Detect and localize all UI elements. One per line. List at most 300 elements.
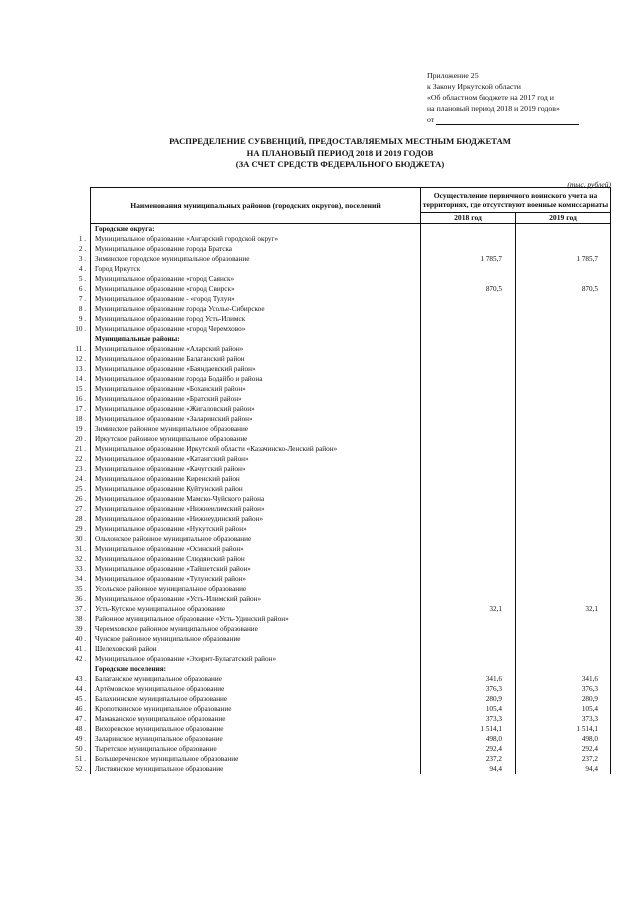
row-number-text: 18 <box>75 415 83 423</box>
row-number-dot: . <box>82 455 86 463</box>
cell-v2 <box>516 524 611 534</box>
row-number-dot: . <box>82 755 86 763</box>
title-line-3: (ЗА СЧЕТ СРЕДСТВ ФЕДЕРАЛЬНОГО БЮДЖЕТА) <box>235 159 445 169</box>
row-number-dot: . <box>82 365 86 373</box>
cell-name: Усть-Кутское муниципальное образование <box>91 604 421 614</box>
row-number <box>0 544 88 554</box>
row-number <box>0 724 88 734</box>
cell-v1 <box>421 354 516 364</box>
cell-v1 <box>421 404 516 414</box>
table-row <box>91 674 611 684</box>
cell-v2 <box>516 584 611 594</box>
cell-name: Тыретское муниципальное образование <box>91 744 421 754</box>
cell-v2: 498,0 <box>516 734 611 744</box>
table-row <box>91 434 611 444</box>
row-number-text: 21 <box>75 445 83 453</box>
cell-v2: 1 514,1 <box>516 724 611 734</box>
cell-name: Муниципальное образование город Усть-Илимск <box>91 314 421 324</box>
row-number-dot: . <box>82 495 86 503</box>
table-row <box>91 684 611 694</box>
cell-name: Муниципальное образование «Жигаловский район» <box>91 404 421 414</box>
cell-name: Вихоревское муниципальное образование <box>91 724 421 734</box>
cell-v1 <box>421 454 516 464</box>
row-number-text: 5 <box>78 275 83 283</box>
table-row <box>91 424 611 434</box>
table-row <box>91 444 611 454</box>
cell-v1: 292,4 <box>421 744 516 754</box>
cell-name: Иркутское районное муниципальное образование <box>91 434 421 444</box>
cell-v1 <box>421 554 516 564</box>
cell-v1 <box>421 484 516 494</box>
row-number-text: 17 <box>75 405 83 413</box>
cell-name: Балаганское муниципальное образование <box>91 674 421 684</box>
cell-v1: 1 785,7 <box>421 254 516 264</box>
row-number <box>0 284 88 294</box>
row-number-dot: . <box>82 695 86 703</box>
cell-v1 <box>421 494 516 504</box>
row-number-text: 26 <box>75 495 83 503</box>
cell-v1 <box>421 574 516 584</box>
row-number <box>0 664 88 674</box>
row-number-text: 14 <box>75 375 83 383</box>
row-number-dot: . <box>82 485 86 493</box>
cell-v1: 870,5 <box>421 284 516 294</box>
table-row <box>91 314 611 324</box>
cell-v1 <box>421 564 516 574</box>
cell-v2: 870,5 <box>516 284 611 294</box>
section-row <box>91 334 611 344</box>
row-number-text: 33 <box>75 565 83 573</box>
row-number-text: 12 <box>75 355 83 363</box>
row-number-dot: . <box>82 605 86 613</box>
table-row <box>91 524 611 534</box>
cell-v2 <box>516 504 611 514</box>
row-number-text: 4 <box>78 265 83 273</box>
row-number <box>0 494 88 504</box>
table-row <box>91 494 611 504</box>
row-number <box>0 534 88 544</box>
cell-name: Муниципальное образование Иркутской области «Казачинско-Ленский район» <box>91 444 421 454</box>
units-label: (тыс. рублей) <box>567 180 611 189</box>
appendix-line-3: «Об областном бюджете на 2017 год и <box>427 93 554 102</box>
row-number-dot: . <box>82 465 86 473</box>
row-number-text: 11 <box>75 345 83 353</box>
cell-v1 <box>421 224 516 235</box>
row-number-dot: . <box>82 265 86 273</box>
row-number <box>0 554 88 564</box>
header-name: Наименования муниципальных районов (городских округов), поселений <box>91 188 421 224</box>
section-row <box>91 664 611 674</box>
cell-v2 <box>516 434 611 444</box>
table-row <box>91 584 611 594</box>
cell-v1 <box>421 374 516 384</box>
cell-v2 <box>516 474 611 484</box>
row-number-dot: . <box>82 425 86 433</box>
row-number <box>0 744 88 754</box>
cell-v1 <box>421 444 516 454</box>
cell-v1 <box>421 534 516 544</box>
row-number <box>0 604 88 614</box>
cell-name: Муниципальное образование «город Саянск» <box>91 274 421 284</box>
table-row <box>91 734 611 744</box>
row-number-dot: . <box>82 585 86 593</box>
row-number <box>0 734 88 744</box>
section-row <box>91 224 611 235</box>
table-row <box>91 754 611 764</box>
row-numbers-column <box>0 224 88 775</box>
cell-v2 <box>516 324 611 334</box>
cell-v1: 280,9 <box>421 694 516 704</box>
row-number-text: 3 <box>78 255 83 263</box>
row-number <box>0 394 88 404</box>
row-number-dot: . <box>82 645 86 653</box>
cell-v1 <box>421 414 516 424</box>
row-number <box>0 324 88 334</box>
table-row <box>91 244 611 254</box>
row-number <box>0 244 88 254</box>
cell-v1 <box>421 504 516 514</box>
cell-v1 <box>421 624 516 634</box>
table-body <box>91 224 611 775</box>
row-number-dot: . <box>82 235 86 243</box>
row-number-dot: . <box>82 275 86 283</box>
table-row <box>91 514 611 524</box>
cell-v2 <box>516 624 611 634</box>
table-row <box>91 654 611 664</box>
cell-v1 <box>421 524 516 534</box>
cell-v2 <box>516 464 611 474</box>
cell-name: Муниципальное образование Мамско-Чуйского района <box>91 494 421 504</box>
row-number-text: 32 <box>75 555 83 563</box>
row-number <box>0 364 88 374</box>
row-number <box>0 444 88 454</box>
table-row <box>91 594 611 604</box>
row-number-dot: . <box>82 705 86 713</box>
cell-v2 <box>516 224 611 235</box>
row-number-dot: . <box>82 575 86 583</box>
cell-name: Большереченское муниципальное образование <box>91 754 421 764</box>
cell-v2 <box>516 334 611 344</box>
row-number-text: 48 <box>75 725 83 733</box>
row-number <box>0 714 88 724</box>
cell-v1: 376,3 <box>421 684 516 694</box>
table-row <box>91 414 611 424</box>
row-number-text: 43 <box>75 675 83 683</box>
cell-v2 <box>516 564 611 574</box>
table-row <box>91 304 611 314</box>
cell-v1 <box>421 594 516 604</box>
row-number-text: 52 <box>75 765 83 773</box>
cell-v1 <box>421 274 516 284</box>
cell-name: Мамаканское муниципальное образование <box>91 714 421 724</box>
row-number-text: 50 <box>75 745 83 753</box>
row-number-dot: . <box>82 535 86 543</box>
row-number-dot: . <box>82 595 86 603</box>
cell-v2 <box>516 634 611 644</box>
table-row <box>91 344 611 354</box>
table-row <box>91 274 611 284</box>
row-number-text: 35 <box>75 585 83 593</box>
cell-v1 <box>421 334 516 344</box>
cell-v2 <box>516 614 611 624</box>
row-number-text: 46 <box>75 705 83 713</box>
row-number <box>0 374 88 384</box>
cell-v1 <box>421 664 516 674</box>
row-number <box>0 404 88 414</box>
row-number-dot: . <box>82 505 86 513</box>
row-number <box>0 254 88 264</box>
row-number-dot: . <box>82 285 86 293</box>
cell-v1 <box>421 314 516 324</box>
cell-v1 <box>421 644 516 654</box>
row-number <box>0 274 88 284</box>
row-number-dot: . <box>82 475 86 483</box>
row-number <box>0 764 88 774</box>
row-number <box>0 504 88 514</box>
row-number <box>0 434 88 444</box>
row-number-text: 19 <box>75 425 83 433</box>
row-number <box>0 354 88 364</box>
cell-name: Кропоткинское муниципальное образование <box>91 704 421 714</box>
row-number-dot: . <box>82 345 86 353</box>
cell-name: Муниципальное образование города Усолье-Сибирское <box>91 304 421 314</box>
cell-v1 <box>421 464 516 474</box>
cell-v2: 376,3 <box>516 684 611 694</box>
cell-name: Муниципальное образование Киренский район <box>91 474 421 484</box>
title-line-2: НА ПЛАНОВЫЙ ПЕРИОД 2018 И 2019 ГОДОВ <box>246 147 434 158</box>
row-number <box>0 484 88 494</box>
cell-v1 <box>421 364 516 374</box>
cell-name: Муниципальное образование «Заларинский район» <box>91 414 421 424</box>
row-number-dot: . <box>82 355 86 363</box>
cell-v2 <box>516 444 611 454</box>
row-number-dot: . <box>82 315 86 323</box>
table-row <box>91 254 611 264</box>
row-number-text: 8 <box>78 305 83 313</box>
row-number-text: 49 <box>75 735 83 743</box>
row-number-text: 30 <box>75 535 83 543</box>
cell-v1: 105,4 <box>421 704 516 714</box>
cell-v1 <box>421 244 516 254</box>
row-number-dot: . <box>82 715 86 723</box>
cell-v1 <box>421 614 516 624</box>
cell-name: Муниципальное образование «город Черемхово» <box>91 324 421 334</box>
row-number <box>0 754 88 764</box>
cell-v2 <box>516 274 611 284</box>
cell-v2: 292,4 <box>516 744 611 754</box>
cell-name: Усольское районное муниципальное образование <box>91 584 421 594</box>
row-number-dot: . <box>82 635 86 643</box>
row-number <box>0 564 88 574</box>
cell-v2 <box>516 534 611 544</box>
cell-name: Муниципальное образование «Аларский район» <box>91 344 421 354</box>
cell-v2 <box>516 544 611 554</box>
cell-v2 <box>516 594 611 604</box>
cell-v2 <box>516 384 611 394</box>
cell-v2 <box>516 664 611 674</box>
header-year-2019: 2019 год <box>516 213 611 224</box>
cell-v2: 94,4 <box>516 764 611 774</box>
table-row <box>91 264 611 274</box>
cell-name: Муниципальное образование «Осинский район» <box>91 544 421 554</box>
row-number-dot: . <box>82 725 86 733</box>
row-number-dot: . <box>82 325 86 333</box>
row-number-dot: . <box>82 565 86 573</box>
document-title <box>90 136 590 171</box>
cell-name: Муниципальное образование «Боханский район» <box>91 384 421 394</box>
cell-name: Городские поселения: <box>91 664 421 674</box>
cell-name: Шелеховский район <box>91 644 421 654</box>
row-number-dot: . <box>82 375 86 383</box>
table-row <box>91 614 611 624</box>
appendix-block <box>427 70 579 125</box>
cell-name: Муниципальное образование «Ангарский городской округ» <box>91 234 421 244</box>
row-number-text: 51 <box>75 755 83 763</box>
row-number <box>0 634 88 644</box>
cell-v2 <box>516 574 611 584</box>
cell-v1: 373,3 <box>421 714 516 724</box>
appendix-line-4: на плановый период 2018 и 2019 годов» <box>427 104 560 113</box>
row-number-text: 37 <box>75 605 83 613</box>
cell-v1 <box>421 344 516 354</box>
table-row <box>91 624 611 634</box>
cell-name: Муниципальное образование - «город Тулун» <box>91 294 421 304</box>
row-number <box>0 304 88 314</box>
table-row <box>91 724 611 734</box>
cell-v2 <box>516 494 611 504</box>
cell-v2: 341,6 <box>516 674 611 684</box>
cell-v1 <box>421 634 516 644</box>
row-number-dot: . <box>82 435 86 443</box>
row-number-text: 9 <box>78 315 83 323</box>
row-number-text: 28 <box>75 515 83 523</box>
table-row <box>91 694 611 704</box>
table-row <box>91 484 611 494</box>
cell-name: Муниципальное образование «Усть-Илимский район» <box>91 594 421 604</box>
row-number-text: 7 <box>78 295 83 303</box>
row-number <box>0 334 88 344</box>
row-number-text: 25 <box>75 485 83 493</box>
title-line-1: РАСПРЕДЕЛЕНИЕ СУБВЕНЦИЙ, ПРЕДОСТАВЛЯЕМЫХ МЕСТНЫМ БЮДЖЕТАМ <box>169 136 511 146</box>
cell-v2: 237,2 <box>516 754 611 764</box>
row-number-text: 1 <box>78 235 83 243</box>
table-row <box>91 374 611 384</box>
cell-v2 <box>516 404 611 414</box>
cell-v2 <box>516 344 611 354</box>
row-number <box>0 704 88 714</box>
cell-v1 <box>421 294 516 304</box>
table-row <box>91 574 611 584</box>
row-number-dot: . <box>82 525 86 533</box>
cell-v2 <box>516 294 611 304</box>
row-number-dot: . <box>82 765 86 773</box>
cell-name: Городские округа: <box>91 224 421 235</box>
table-row <box>91 544 611 554</box>
row-number <box>0 384 88 394</box>
row-number-text: 2 <box>78 245 83 253</box>
cell-v1: 341,6 <box>421 674 516 684</box>
cell-v1 <box>421 324 516 334</box>
table-row <box>91 324 611 334</box>
cell-name: Листвянское муниципальное образование <box>91 764 421 774</box>
row-number-text: 16 <box>75 395 83 403</box>
row-number <box>0 574 88 584</box>
row-number-text: 20 <box>75 435 83 443</box>
cell-v2 <box>516 244 611 254</box>
row-number-dot: . <box>82 555 86 563</box>
cell-v2: 1 785,7 <box>516 254 611 264</box>
cell-v2 <box>516 394 611 404</box>
row-number <box>0 524 88 534</box>
table-row <box>91 464 611 474</box>
appendix-line-1: Приложение 25 <box>427 71 479 80</box>
row-number-dot: . <box>82 305 86 313</box>
cell-v2 <box>516 644 611 654</box>
row-number-dot: . <box>82 685 86 693</box>
table-row <box>91 704 611 714</box>
cell-name: Артёмовское муниципальное образование <box>91 684 421 694</box>
row-number-dot: . <box>82 735 86 743</box>
cell-name: Зиминское городское муниципальное образование <box>91 254 421 264</box>
row-number-text: 15 <box>75 385 83 393</box>
row-number-dot: . <box>82 255 86 263</box>
row-number <box>0 694 88 704</box>
row-number-text: 42 <box>75 655 83 663</box>
cell-v1 <box>421 584 516 594</box>
cell-name: Муниципальное образование «Нижнеилимский район» <box>91 504 421 514</box>
cell-v1 <box>421 434 516 444</box>
cell-name: Муниципальное образование города Братска <box>91 244 421 254</box>
cell-v2 <box>516 374 611 384</box>
row-number <box>0 424 88 434</box>
row-number-dot: . <box>82 655 86 663</box>
cell-name: Муниципальное образование «Качугский район» <box>91 464 421 474</box>
cell-v1: 32,1 <box>421 604 516 614</box>
row-number <box>0 624 88 634</box>
cell-v1: 498,0 <box>421 734 516 744</box>
table-row <box>91 364 611 374</box>
row-number-dot: . <box>82 245 86 253</box>
cell-name: Муниципальное образование Балаганский район <box>91 354 421 364</box>
appendix-date-prefix: от <box>427 115 435 124</box>
row-number-dot: . <box>82 545 86 553</box>
cell-v2 <box>516 314 611 324</box>
row-number-text: 29 <box>75 525 83 533</box>
cell-name: Муниципальное образование «Нукутский район» <box>91 524 421 534</box>
row-number-text: 27 <box>75 505 83 513</box>
row-number <box>0 464 88 474</box>
date-underline <box>436 116 579 125</box>
row-number <box>0 344 88 354</box>
table-row <box>91 234 611 244</box>
cell-v2 <box>516 514 611 524</box>
table-row <box>91 714 611 724</box>
header-group: Осуществление первичного воинского учета на территориях, где отсутствуют военные комиссариаты <box>421 188 611 213</box>
row-number <box>0 264 88 274</box>
table-row <box>91 394 611 404</box>
table-row <box>91 764 611 774</box>
appendix-date-line <box>427 114 579 125</box>
cell-v1 <box>421 304 516 314</box>
cell-name: Муниципальное образование «Баяндаевский район» <box>91 364 421 374</box>
row-number <box>0 654 88 664</box>
row-number-text: 24 <box>75 475 83 483</box>
table-row <box>91 744 611 754</box>
cell-v2: 373,3 <box>516 714 611 724</box>
row-number-dot: . <box>82 385 86 393</box>
row-number-text: 41 <box>75 645 83 653</box>
cell-name: Балахнинское муниципальное образование <box>91 694 421 704</box>
